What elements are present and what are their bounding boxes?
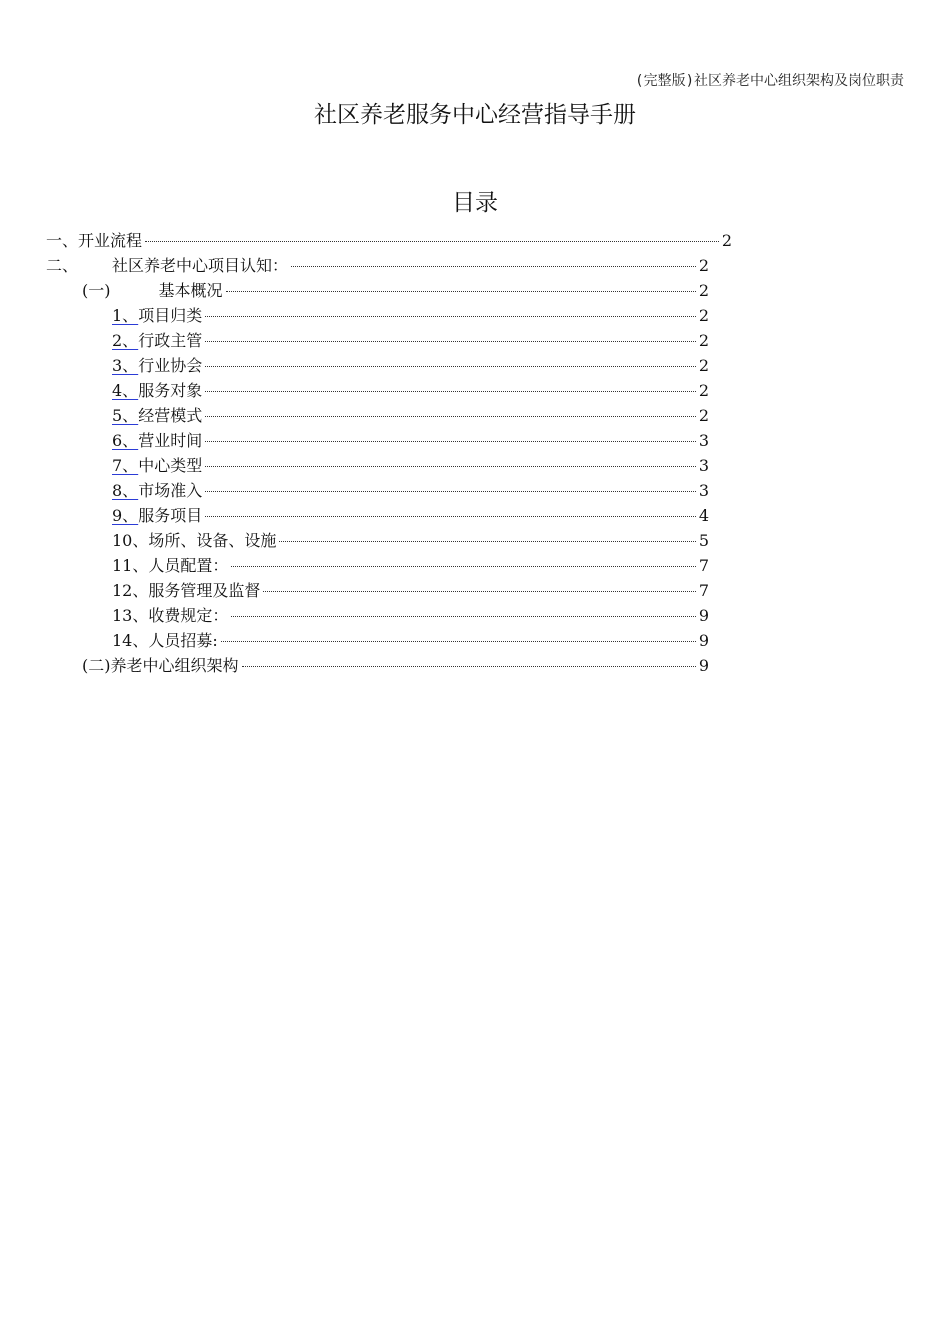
- toc-entry-page: 3: [698, 481, 709, 500]
- toc-entry-page: 2: [698, 406, 709, 425]
- toc-entry[interactable]: [112, 353, 709, 377]
- toc-entry-number: 5、: [112, 406, 139, 425]
- dot-leader: [279, 540, 695, 542]
- toc-entry-label: 养老中心组织架构: [110, 656, 239, 675]
- running-header: (完整版)社区养老中心组织架构及岗位职责: [635, 73, 904, 89]
- toc-entry-page: 2: [698, 306, 709, 325]
- dot-leader: [205, 415, 696, 417]
- toc-entry-number: 6、: [112, 431, 139, 450]
- toc-entry-page: 7: [698, 581, 709, 600]
- toc-entry[interactable]: [112, 453, 709, 477]
- dot-leader: [231, 565, 695, 567]
- dot-leader: [205, 365, 696, 367]
- toc-entry-number: 12、: [112, 581, 149, 600]
- toc-entry[interactable]: [112, 428, 709, 452]
- toc-entry-number: 11、: [112, 556, 149, 575]
- toc-entry-number: 1、: [112, 306, 139, 325]
- toc-entry-number: 9、: [112, 506, 139, 525]
- toc-entry-number: 13、: [112, 606, 149, 625]
- toc-entry-page: 2: [721, 231, 732, 250]
- toc-entry-label: 社区养老中心项目认知：: [112, 256, 289, 275]
- toc-entry-label: 人员配置：: [148, 556, 229, 575]
- dot-leader: [205, 515, 696, 517]
- toc-entry-number: (二): [82, 656, 111, 675]
- toc-entry[interactable]: [112, 528, 709, 552]
- toc-entry-label: 项目归类: [138, 306, 203, 325]
- toc-entry-label: 中心类型: [138, 456, 203, 475]
- toc-entry-page: 4: [698, 506, 709, 525]
- toc-entry[interactable]: [112, 603, 709, 627]
- toc-entry[interactable]: [82, 278, 709, 302]
- toc-entry-page: 3: [698, 456, 709, 475]
- dot-leader: [226, 290, 696, 292]
- toc-entry-page: 2: [698, 331, 709, 350]
- toc-entry-number: 二、: [46, 256, 79, 275]
- toc-entry-label: 人员招募:: [148, 631, 218, 650]
- toc-entry[interactable]: [112, 328, 709, 352]
- dot-leader: [242, 665, 696, 667]
- toc-entry-page: 9: [698, 631, 709, 650]
- toc-entry[interactable]: [112, 578, 709, 602]
- toc-entry-label: 服务管理及监督: [148, 581, 261, 600]
- toc-entry-label: 营业时间: [138, 431, 203, 450]
- toc-entry[interactable]: [112, 553, 709, 577]
- dot-leader: [205, 440, 696, 442]
- toc-entry-label: 开业流程: [78, 231, 143, 250]
- toc-entry-number: 14、: [112, 631, 149, 650]
- toc-entry-number: 7、: [112, 456, 139, 475]
- toc-entry-page: 2: [698, 256, 709, 275]
- toc-entry[interactable]: [112, 503, 709, 527]
- dot-leader: [231, 615, 695, 617]
- toc-entry-label: 行政主管: [138, 331, 203, 350]
- toc-entry-number: 4、: [112, 381, 139, 400]
- toc-entry[interactable]: [46, 228, 732, 252]
- toc-entry-label: 收费规定：: [148, 606, 229, 625]
- toc-entry-number: 一、: [46, 231, 79, 250]
- toc-entry[interactable]: [82, 653, 709, 677]
- toc-entry-page: 2: [698, 356, 709, 375]
- toc-entry-page: 3: [698, 431, 709, 450]
- toc-entry-label: 经营模式: [138, 406, 203, 425]
- toc-entry-label: 场所、设备、设施: [148, 531, 277, 550]
- toc-entry-page: 9: [698, 656, 709, 675]
- toc-entry-number: 10、: [112, 531, 149, 550]
- dot-leader: [291, 265, 696, 267]
- dot-leader: [221, 640, 696, 642]
- toc-entry-number: 2、: [112, 331, 139, 350]
- dot-leader: [205, 390, 696, 392]
- document-title: 社区养老服务中心经营指导手册: [314, 102, 636, 128]
- toc-entry[interactable]: [112, 378, 709, 402]
- toc-entry-page: 2: [698, 281, 709, 300]
- toc-entry-page: 9: [698, 606, 709, 625]
- toc-entry-label: 市场准入: [138, 481, 203, 500]
- toc-entry-number: (一): [82, 281, 111, 300]
- toc-entry[interactable]: [112, 628, 709, 652]
- toc-entry-label: 基本概况: [158, 281, 223, 300]
- toc-entry-label: 行业协会: [138, 356, 203, 375]
- toc-entry-page: 5: [698, 531, 709, 550]
- toc-entry-label: 服务对象: [138, 381, 203, 400]
- toc-entry[interactable]: [112, 303, 709, 327]
- toc-heading: 目录: [452, 190, 498, 216]
- toc-entry-label: 服务项目: [138, 506, 203, 525]
- toc-entry[interactable]: [112, 403, 709, 427]
- toc-entry-number: 3、: [112, 356, 139, 375]
- dot-leader: [205, 490, 696, 492]
- toc-entry[interactable]: [112, 478, 709, 502]
- dot-leader: [145, 240, 719, 242]
- toc-entry-number: 8、: [112, 481, 139, 500]
- dot-leader: [205, 465, 696, 467]
- toc-entry[interactable]: [46, 253, 709, 277]
- dot-leader: [205, 315, 696, 317]
- dot-leader: [263, 590, 695, 592]
- toc-entry-page: 2: [698, 381, 709, 400]
- dot-leader: [205, 340, 696, 342]
- toc-entry-page: 7: [698, 556, 709, 575]
